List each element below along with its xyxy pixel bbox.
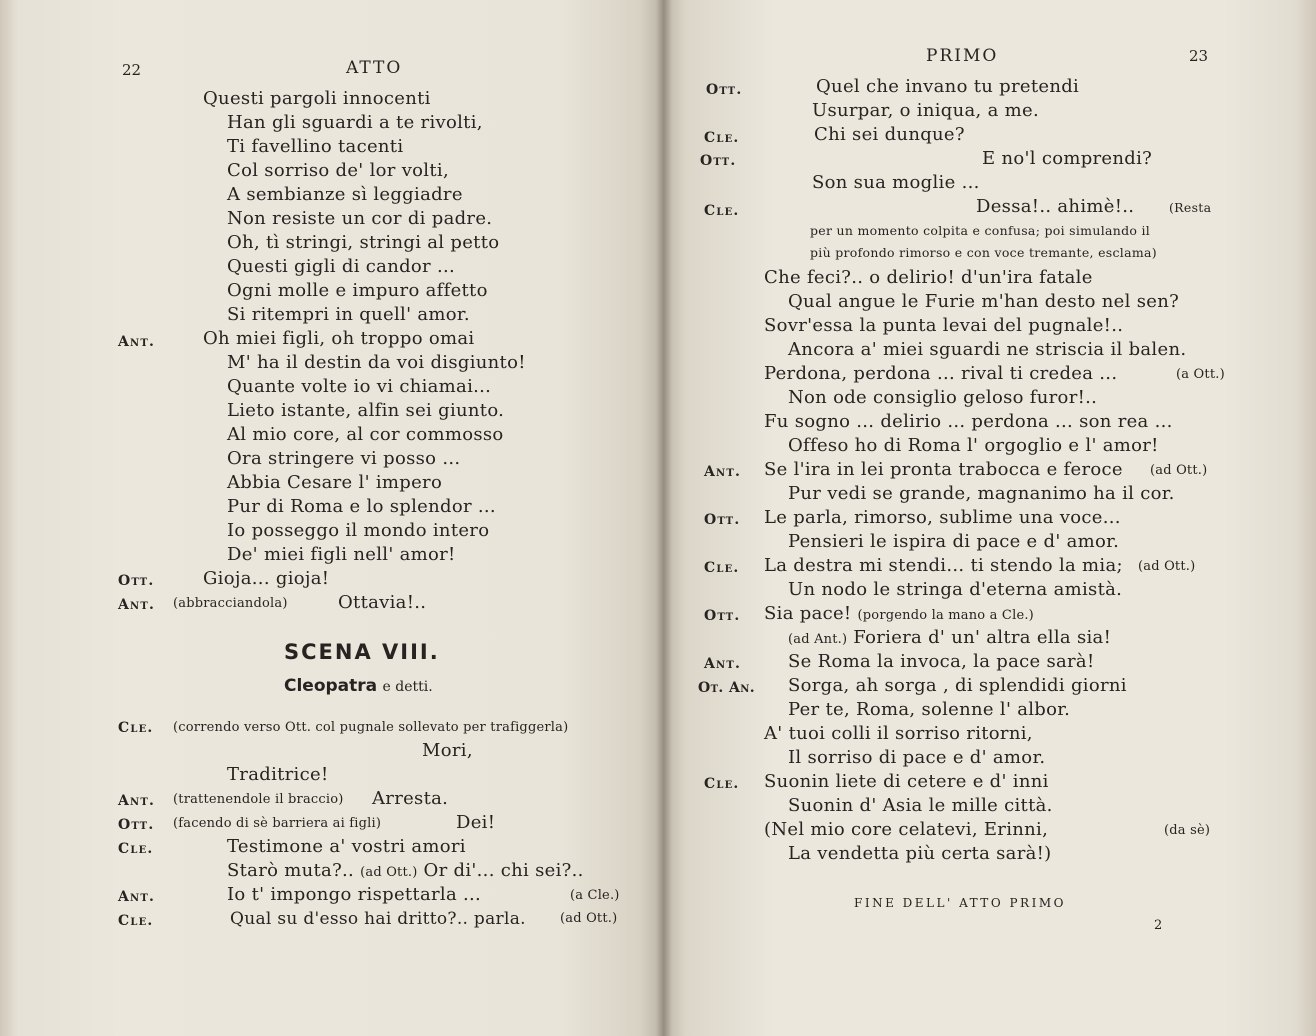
verse-line: Questi pargoli innocenti <box>203 88 431 109</box>
stage-direction: (ad Ott.) <box>1138 559 1196 574</box>
verse-line: Suonin d' Asia le mille città. <box>788 795 1053 816</box>
speaker-label: Cle. <box>118 913 154 929</box>
verse-line: M' ha il destin da voi disgiunto! <box>227 352 526 373</box>
verse-line: Testimone a' vostri amori <box>227 836 466 857</box>
stage-direction: (a Cle.) <box>570 888 620 903</box>
verse-line: Il sorriso di pace e d' amor. <box>788 747 1046 768</box>
verse-line: Gioja... gioja! <box>203 568 330 589</box>
verse-line: Io t' impongo rispettarla ... <box>227 884 482 905</box>
verse-line: Dei! <box>456 812 496 833</box>
verse-line <box>227 860 584 884</box>
verse-line: La destra mi stendi... ti stendo la mia; <box>764 555 1123 576</box>
scene-subtitle <box>284 676 433 696</box>
verse-line: Io posseggo il mondo intero <box>227 520 490 541</box>
verse-line: De' miei figli nell' amor! <box>227 544 456 565</box>
signature-mark: 2 <box>1154 918 1163 933</box>
verse-line: Non ode consiglio geloso furor!.. <box>788 387 1098 408</box>
speaker-label: Ott. <box>118 817 155 833</box>
verse-line: Chi sei dunque? <box>814 124 965 145</box>
stage-direction: (ad Ott.) <box>1150 463 1208 478</box>
right-page <box>664 0 1316 1036</box>
verse-line: Fu sogno ... delirio ... perdona ... son rea ... <box>764 411 1173 432</box>
speaker-label: Ant. <box>704 656 742 672</box>
verse-line: Qual angue le Furie m'han desto nel sen? <box>788 291 1180 312</box>
book-gutter <box>656 0 672 1036</box>
verse-fragment: Starò muta?.. <box>227 860 355 881</box>
stage-direction: (facendo di sè barriera ai figli) <box>173 816 382 831</box>
verse-line: Ancora a' miei sguardi ne striscia il balen. <box>788 339 1187 360</box>
verse-line: Usurpar, o iniqua, a me. <box>812 100 1039 121</box>
speaker-label: Ant. <box>704 464 742 480</box>
verse-line: Ti favellino tacenti <box>227 136 404 157</box>
speaker-label: Ant. <box>118 889 156 905</box>
verse-line: A sembianze sì leggiadre <box>227 184 463 205</box>
scene-character: Cleopatra <box>284 676 378 696</box>
verse-line: La vendetta più certa sarà!) <box>788 843 1052 864</box>
verse-line: Qual su d'esso hai dritto?.. parla. <box>230 909 526 929</box>
verse-line: Ottavia!.. <box>338 592 427 613</box>
speaker-label: Cle. <box>704 130 740 146</box>
verse-line: Dessa!.. ahimè!.. <box>976 196 1135 217</box>
stage-direction: (da sè) <box>1164 823 1211 838</box>
verse-line: Al mio core, al cor commosso <box>227 424 504 445</box>
verse-line: Suonin liete di cetere e d' inni <box>764 771 1049 792</box>
scene-title: SCENA VIII. <box>284 640 440 664</box>
stage-direction: (porgendo la mano a Cle.) <box>857 608 1034 623</box>
verse-line: Perdona, perdona ... rival ti credea ... <box>764 363 1118 384</box>
stage-direction: (abbracciandola) <box>173 596 288 611</box>
verse-line: E no'l comprendi? <box>982 148 1153 169</box>
stage-direction: (Resta <box>1169 200 1212 215</box>
speaker-label: Ot. An. <box>698 680 756 696</box>
speaker-label: Ott. <box>706 82 743 98</box>
verse-line: Se Roma la invoca, la pace sarà! <box>788 651 1095 672</box>
speaker-label: Cle. <box>704 776 740 792</box>
verse-line: Quel che invano tu pretendi <box>816 76 1080 97</box>
verse-line: Oh, tì stringi, stringi al petto <box>227 232 500 253</box>
verse-line: Mori, <box>422 740 473 761</box>
verse-line: A' tuoi colli il sorriso ritorni, <box>764 723 1033 744</box>
verse-line <box>788 627 1111 651</box>
end-of-act-note: FINE DELL' ATTO PRIMO <box>854 896 1066 910</box>
verse-line: Han gli sguardi a te rivolti, <box>227 112 483 133</box>
speaker-label: Ant. <box>118 597 156 613</box>
speaker-label: Ott. <box>118 573 155 589</box>
stage-direction: per un momento colpita e confusa; poi simulando il <box>810 223 1151 238</box>
stage-direction: più profondo rimorso e con voce tremante, esclama) <box>810 245 1157 260</box>
speaker-label: Cle. <box>118 841 154 857</box>
stage-direction: (trattenendole il braccio) <box>173 792 344 807</box>
speaker-label: Cle. <box>704 560 740 576</box>
stage-direction: (correndo verso Ott. col pugnale sollevato per trafiggerla) <box>173 720 569 735</box>
verse-line: Se l'ira in lei pronta trabocca e feroce <box>764 459 1123 480</box>
verse-line: Ogni molle e impuro affetto <box>227 280 488 301</box>
verse-line: Arresta. <box>372 788 449 809</box>
scene-subtitle-rest: e detti. <box>382 679 433 695</box>
verse-line: Abbia Cesare l' impero <box>227 472 443 493</box>
verse-line: Ora stringere vi posso ... <box>227 448 461 469</box>
speaker-label: Ott. <box>700 153 737 169</box>
verse-line: Sovr'essa la punta levai del pugnale!.. <box>764 315 1124 336</box>
verse-line: Si ritempri in quell' amor. <box>227 304 470 325</box>
running-head: PRIMO <box>926 46 999 66</box>
speaker-label: Ott. <box>704 608 741 624</box>
verse-line: Offeso ho di Roma l' orgoglio e l' amor! <box>788 435 1159 456</box>
verse-line: Questi gigli di candor ... <box>227 256 456 277</box>
speaker-label: Ott. <box>704 512 741 528</box>
verse-line: (Nel mio core celatevi, Erinni, <box>764 819 1049 840</box>
running-head: ATTO <box>346 58 403 78</box>
verse-fragment: Foriera d' un' altra ella sia! <box>853 627 1112 648</box>
verse-line: Pensieri le ispira di pace e d' amor. <box>788 531 1120 552</box>
verse-line: Non resiste un cor di padre. <box>227 208 493 229</box>
verse-line <box>764 603 1034 627</box>
verse-line: Pur di Roma e lo splendor ... <box>227 496 496 517</box>
verse-fragment: Or di'... chi sei?.. <box>423 860 584 881</box>
verse-line: Le parla, rimorso, sublime una voce... <box>764 507 1121 528</box>
verse-fragment: Sia pace! <box>764 603 852 624</box>
stage-direction: (a Ott.) <box>1176 367 1225 382</box>
verse-line: Traditrice! <box>227 764 329 785</box>
verse-line: Col sorriso de' lor volti, <box>227 160 449 181</box>
verse-line: Pur vedi se grande, magnanimo ha il cor. <box>788 483 1175 504</box>
verse-line: Per te, Roma, solenne l' albor. <box>788 699 1071 720</box>
verse-line: Un nodo le stringa d'eterna amistà. <box>788 579 1123 600</box>
speaker-label: Cle. <box>118 720 154 736</box>
stage-direction: (ad Ant.) <box>788 632 848 647</box>
stage-direction: (ad Ott.) <box>360 865 418 880</box>
speaker-label: Ant. <box>118 334 156 350</box>
page-number: 22 <box>122 61 142 79</box>
stage-direction: (ad Ott.) <box>560 911 618 926</box>
page-number: 23 <box>1189 47 1209 65</box>
verse-line: Quante volte io vi chiamai... <box>227 376 492 397</box>
verse-line: Che feci?.. o delirio! d'un'ira fatale <box>764 267 1093 288</box>
speaker-label: Ant. <box>118 793 156 809</box>
verse-line: Son sua moglie ... <box>812 172 980 193</box>
verse-line: Sorga, ah sorga , di splendidi giorni <box>788 675 1127 696</box>
verse-line: Lieto istante, alfin sei giunto. <box>227 400 505 421</box>
speaker-label: Cle. <box>704 203 740 219</box>
verse-line: Oh miei figli, oh troppo omai <box>203 328 475 349</box>
